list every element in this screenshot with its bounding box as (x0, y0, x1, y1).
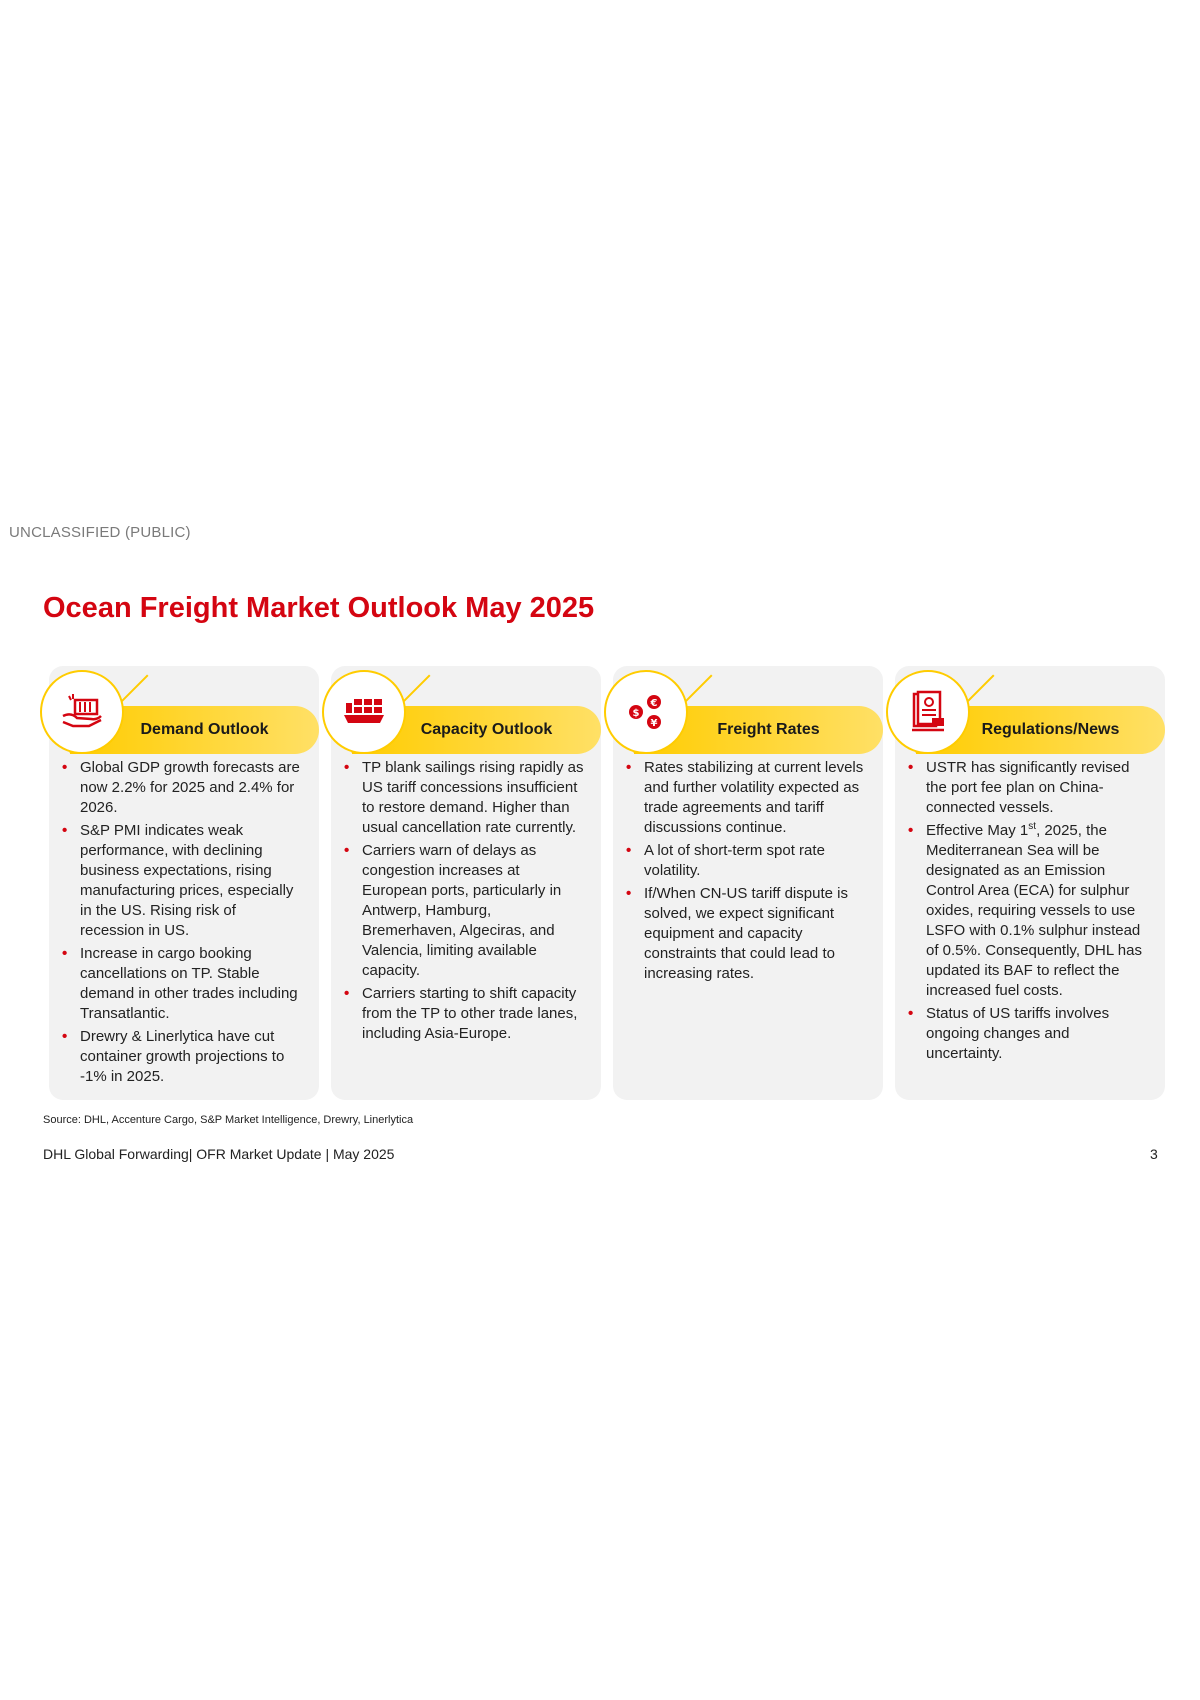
list-item: • TP blank sailings rising rapidly as US tariff concessions insufficient to restore demand. Higher than usual cancellation rate currently. (334, 758, 586, 838)
card-icon-circle (604, 670, 688, 754)
list-item: • Increase in cargo booking cancellations on TP. Stable demand in other trades including Transatlantic. (52, 944, 304, 1024)
hand-holding-container-icon (59, 692, 105, 732)
classification-label: UNCLASSIFIED (PUBLIC) (9, 524, 191, 541)
currency-coins-icon (624, 690, 668, 734)
svg-text:¥: ¥ (650, 718, 658, 729)
source-note: Source: DHL, Accenture Cargo, S&P Market Intelligence, Drewry, Linerlytica (43, 1114, 414, 1126)
list-item: • Effective May 1st, 2025, the Mediterranean Sea will be designated as an Emission Control Area (ECA) for sulphur oxides, requiring vessels to use LSFO with 0.1% sulphur instead of 0.5%. Consequently, DHL has updated its BAF to reflect the increased fuel costs. (898, 821, 1150, 1001)
svg-text:$: $ (632, 708, 640, 719)
list-item: • Carriers warn of delays as congestion increases at European ports, particularly in Antwerp, Hamburg, Bremerhaven, Algeciras, and Valencia, limiting available capacity. (334, 841, 586, 981)
svg-text:€: € (650, 698, 658, 709)
list-item: • USTR has significantly revised the port fee plan on China-connected vessels. (898, 758, 1150, 818)
card-header-label: Capacity Outlook (420, 721, 553, 738)
list-item: • S&P PMI indicates weak performance, with declining business expectations, rising manufacturing prices, especially in the US. Rising risk of recession in US. (52, 821, 304, 941)
card-header-label: Regulations/News (981, 721, 1120, 738)
list-item: • Drewry & Linerlytica have cut container growth projections to -1% in 2025. (52, 1027, 304, 1087)
list-item: • Global GDP growth forecasts are now 2.2% for 2025 and 2.4% for 2026. (52, 758, 304, 818)
document-regulation-icon (908, 690, 948, 734)
footer-text: DHL Global Forwarding| OFR Market Update | May 2025 (43, 1146, 395, 1162)
list-item: • Rates stabilizing at current levels and further volatility expected as trade agreements and tariff discussions continue. (616, 758, 868, 838)
list-item: • Status of US tariffs involves ongoing changes and uncertainty. (898, 1004, 1150, 1064)
bullet-list-regulations (898, 758, 1150, 1067)
page-number: 3 (1150, 1146, 1158, 1162)
card-icon-circle (40, 670, 124, 754)
bullet-list-demand (52, 758, 304, 1090)
bullet-list-freight (616, 758, 868, 987)
card-icon-circle (886, 670, 970, 754)
list-item: • A lot of short-term spot rate volatility. (616, 841, 868, 881)
list-item: • Carriers starting to shift capacity from the TP to other trade lanes, including Asia-Europe. (334, 984, 586, 1044)
card-header-label: Demand Outlook (140, 721, 269, 738)
bullet-list-capacity (334, 758, 586, 1047)
page-title: Ocean Freight Market Outlook May 2025 (43, 592, 595, 624)
list-item: • If/When CN-US tariff dispute is solved, we expect significant equipment and capacity constraints that could lead to increasing rates. (616, 884, 868, 984)
card-header-label: Freight Rates (717, 721, 820, 738)
container-ship-icon (342, 695, 386, 729)
card-icon-circle (322, 670, 406, 754)
